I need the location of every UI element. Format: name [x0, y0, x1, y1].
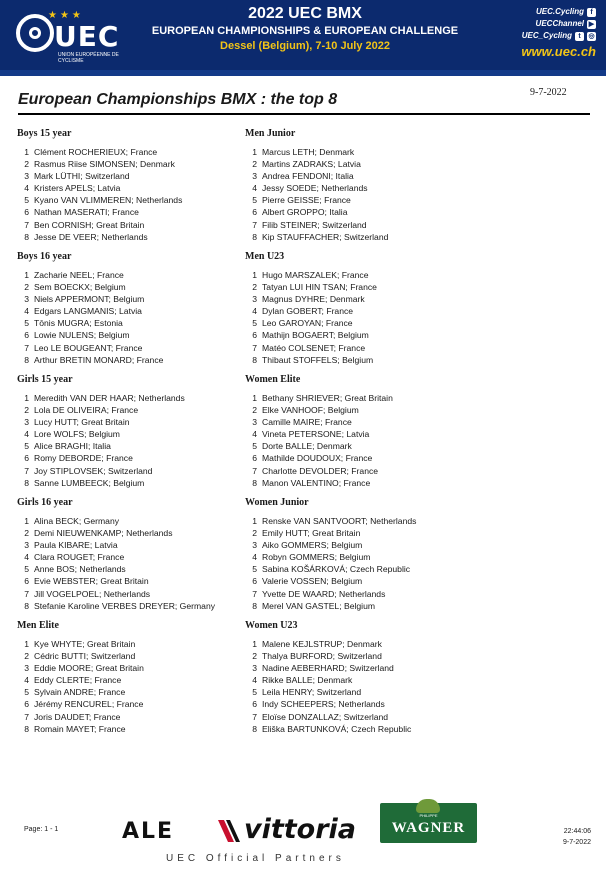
rank: 2	[252, 159, 257, 170]
rank: 8	[252, 600, 257, 611]
rider: Kye WHYTE; Great Britain	[34, 639, 136, 649]
rider: Anne BOS; Netherlands	[34, 564, 126, 575]
rider: Leila HENRY; Switzerland	[262, 687, 362, 698]
social-youtube-label: UECChannel	[535, 19, 584, 28]
rider: Renske VAN SANTVOORT; Netherlands	[262, 516, 417, 526]
rank: 6	[24, 330, 29, 341]
result-row	[245, 638, 515, 650]
social-facebook-label: UEC.Cycling	[535, 7, 584, 16]
rider: Mathijn BOGAERT; Belgium	[262, 330, 369, 341]
sponsor-ale-logo: ALE	[122, 819, 175, 844]
rider: Robyn GOMMERS; Belgium	[262, 552, 371, 563]
result-row	[245, 206, 515, 218]
sponsor-vittoria-logo: vittoria	[244, 814, 357, 845]
result-row	[245, 231, 515, 243]
rank: 2	[24, 159, 29, 170]
social-twitter-label: UEC_Cycling	[521, 31, 572, 40]
result-row	[245, 317, 515, 329]
event-info	[135, 4, 475, 54]
category-title: Women U23	[245, 620, 298, 631]
rider: Mathilde DOUDOUX; France	[262, 453, 373, 464]
rider: Elke VANHOOF; Belgium	[262, 405, 359, 416]
category-men-u23	[245, 250, 515, 373]
rider: Thibaut STOFFELS; Belgium	[262, 354, 374, 365]
stars-icon: ★★★	[48, 10, 84, 21]
rank: 1	[252, 147, 257, 157]
youtube-icon: ▶	[588, 20, 595, 28]
rider: Leo GAROYAN; France	[262, 318, 353, 329]
rank: 6	[24, 207, 29, 218]
rank: 5	[252, 318, 257, 329]
category-title: Men Elite	[17, 620, 59, 631]
rider: Nathan MASERATI; France	[34, 207, 139, 218]
category-title: Women Elite	[245, 374, 301, 385]
rider: Joris DAUDET; France	[34, 711, 121, 722]
rider: Marcus LETH; Denmark	[262, 147, 355, 157]
result-row	[245, 416, 515, 428]
rider: Manon VALENTINO; France	[262, 477, 371, 488]
rank: 7	[252, 219, 257, 230]
result-row	[245, 428, 515, 440]
logo-text: UEC	[54, 20, 120, 53]
rider: Ben CORNISH; Great Britain	[34, 219, 145, 230]
rank: 1	[24, 270, 29, 280]
category-women-junior	[245, 496, 515, 619]
rank: 7	[24, 219, 29, 230]
result-row	[245, 600, 515, 612]
facebook-icon: f	[587, 8, 596, 17]
rank: 5	[24, 564, 29, 575]
rider: Lowie NULENS; Belgium	[34, 330, 130, 341]
rider: Emily HUTT; Great Britain	[262, 528, 361, 539]
rank: 3	[24, 663, 29, 674]
rank: 2	[252, 528, 257, 539]
rider: Vineta PETERSONE; Latvia	[262, 429, 370, 440]
rider: Romy DEBORDE; France	[34, 453, 133, 464]
rider: Charlotte DEVOLDER; France	[262, 465, 379, 476]
rank: 4	[24, 429, 29, 440]
rank: 6	[24, 576, 29, 587]
rank: 4	[252, 183, 257, 194]
rank: 3	[252, 294, 257, 305]
category-title: Men U23	[245, 251, 285, 262]
category-title: Women Junior	[245, 497, 309, 508]
rider: Pierre GEISSE; France	[262, 195, 351, 206]
rank: 7	[24, 465, 29, 476]
logo-subtitle: UNION EUROPÉENNE DE CYCLISME	[58, 52, 119, 64]
rider: Eloïse DONZALLAZ; Switzerland	[262, 711, 389, 722]
rank: 2	[252, 651, 257, 662]
print-time: 22:44:06	[563, 828, 591, 835]
print-date: 9-7-2022	[562, 839, 591, 846]
rider: Leo LE BOUGEANT; France	[34, 342, 143, 353]
wagner-tagline: PHILIPPE	[419, 813, 438, 818]
rank: 8	[252, 231, 257, 242]
result-row	[245, 698, 515, 710]
rank: 7	[24, 588, 29, 599]
rank: 3	[24, 417, 29, 428]
rank: 4	[252, 306, 257, 317]
result-row	[245, 575, 515, 587]
rank: 8	[252, 354, 257, 365]
rank: 6	[252, 453, 257, 464]
rider: Lore WOLFS; Belgium	[34, 429, 120, 440]
result-row	[245, 539, 515, 551]
result-row	[245, 551, 515, 563]
rank: 1	[24, 639, 29, 649]
category-title: Men Junior	[245, 128, 296, 139]
result-row	[245, 452, 515, 464]
rank: 4	[24, 306, 29, 317]
social-twitter-instagram[interactable]	[521, 30, 596, 42]
result-row	[245, 146, 515, 158]
result-row	[245, 281, 515, 293]
rank: 5	[24, 195, 29, 206]
social-facebook[interactable]	[521, 6, 596, 18]
rank: 2	[252, 282, 257, 293]
rider: Kip STAUFFACHER; Switzerland	[262, 231, 389, 242]
rider: Eddie MOORE; Great Britain	[34, 663, 144, 674]
rider: Clément ROCHERIEUX; France	[34, 147, 158, 157]
category-men-junior	[245, 127, 515, 250]
result-row	[245, 182, 515, 194]
rank: 5	[24, 441, 29, 452]
rank: 4	[252, 552, 257, 563]
rider: Camille MAIRE; France	[262, 417, 352, 428]
rank: 2	[24, 282, 29, 293]
rider: Thalya BURFORD; Switzerland	[262, 651, 382, 662]
rider: Cédric BUTTI; Switzerland	[34, 651, 136, 662]
rider: Tatyan LUI HIN TSAN; France	[262, 282, 377, 293]
rider: Albert GROPPO; Italia	[262, 207, 348, 218]
rider: Mark LÜTHI; Switzerland	[34, 171, 130, 182]
rank: 8	[24, 600, 29, 611]
rider: Hugo MARSZALEK; France	[262, 270, 369, 280]
rider: Meredith VAN DER HAAR; Netherlands	[34, 393, 185, 403]
rank: 4	[24, 183, 29, 194]
result-row	[245, 527, 515, 539]
result-row	[245, 305, 515, 317]
result-row	[245, 515, 515, 527]
result-row	[245, 650, 515, 662]
result-row	[245, 392, 515, 404]
result-row	[245, 293, 515, 305]
rider: Matéo COLSENET; France	[262, 342, 366, 353]
rank: 8	[252, 477, 257, 488]
results-column-right	[245, 127, 515, 742]
rider: Sanne LUMBEECK; Belgium	[34, 477, 145, 488]
rank: 1	[252, 516, 257, 526]
rider: Romain MAYET; France	[34, 723, 126, 734]
rank: 5	[252, 195, 257, 206]
rider: Evie WEBSTER; Great Britain	[34, 576, 149, 587]
rank: 7	[252, 465, 257, 476]
result-row	[245, 563, 515, 575]
uec-logo	[14, 8, 134, 66]
rider: Jesse DE VEER; Netherlands	[34, 231, 148, 242]
header-banner	[0, 0, 606, 76]
instagram-icon: ◎	[588, 32, 595, 40]
rank: 3	[252, 540, 257, 551]
rider: Zacharie NEEL; France	[34, 270, 124, 280]
rank: 8	[24, 477, 29, 488]
rider: Tōnis MUGRA; Estonia	[34, 318, 123, 329]
rider: Indy SCHEEPERS; Netherlands	[262, 699, 385, 710]
rank: 7	[252, 588, 257, 599]
category-women-elite	[245, 373, 515, 496]
category-women-u23	[245, 619, 515, 742]
rank: 6	[252, 330, 257, 341]
print-timestamp	[551, 826, 591, 848]
result-row	[245, 170, 515, 182]
rank: 5	[252, 441, 257, 452]
rider: Filib STEINER; Switzerland	[262, 219, 367, 230]
rank: 1	[252, 393, 257, 403]
result-row	[245, 465, 515, 477]
rider: Edgars LANGMANIS; Latvia	[34, 306, 142, 317]
wagner-name: WAGNER	[391, 820, 466, 836]
rank: 3	[252, 663, 257, 674]
rider: Sem BOECKX; Belgium	[34, 282, 126, 293]
rank: 5	[24, 318, 29, 329]
result-row	[245, 674, 515, 686]
category-title: Boys 15 year	[17, 128, 72, 139]
rank: 3	[24, 540, 29, 551]
rider: Eliška BARTUNKOVÁ; Czech Republic	[262, 723, 412, 734]
rank: 2	[24, 651, 29, 662]
banner-stripe	[0, 70, 606, 76]
sponsor-logos	[120, 800, 490, 860]
rank: 1	[252, 270, 257, 280]
rank: 5	[252, 564, 257, 575]
result-row	[245, 662, 515, 674]
rank: 6	[252, 207, 257, 218]
rider: Malene KEJLSTRUP; Denmark	[262, 639, 382, 649]
rank: 1	[24, 147, 29, 157]
rank: 6	[252, 576, 257, 587]
event-location: Dessel (Belgium), 7-10 July 2022	[220, 40, 390, 52]
website-link[interactable]: www.uec.ch	[521, 44, 596, 59]
rider: Kristers APELS; Latvia	[34, 183, 121, 194]
rider: Arthur BRETIN MONARD; France	[34, 354, 164, 365]
rider: Lucy HUTT; Great Britain	[34, 417, 130, 428]
rank: 7	[252, 342, 257, 353]
rank: 7	[252, 711, 257, 722]
rank: 6	[24, 453, 29, 464]
rider: Joy STIPLOVSEK; Switzerland	[34, 465, 153, 476]
rider: Dylan GOBERT; France	[262, 306, 354, 317]
rank: 3	[252, 171, 257, 182]
category-title: Boys 16 year	[17, 251, 72, 262]
rank: 8	[24, 231, 29, 242]
event-title: 2022 UEC BMX	[248, 5, 362, 22]
rider: Niels APPERMONT; Belgium	[34, 294, 145, 305]
sponsor-wagner-logo	[380, 803, 477, 843]
rider: Sabina KOŠÁRKOVÁ; Czech Republic	[262, 564, 411, 575]
result-row	[245, 354, 515, 366]
rider: Yvette DE WAARD; Netherlands	[262, 588, 386, 599]
rider: Kyano VAN VLIMMEREN; Netherlands	[34, 195, 183, 206]
rank: 2	[24, 528, 29, 539]
result-row	[245, 711, 515, 723]
rider: Paula KIBARE; Latvia	[34, 540, 118, 551]
rank: 2	[24, 405, 29, 416]
rider: Martins ZADRAKS; Latvia	[262, 159, 361, 170]
rider: Alice BRAGHI; Italia	[34, 441, 111, 452]
rank: 3	[24, 171, 29, 182]
rider: Bethany SHRIEVER; Great Britain	[262, 393, 393, 403]
rank: 3	[252, 417, 257, 428]
rank: 4	[24, 675, 29, 686]
rank: 6	[24, 699, 29, 710]
rank: 5	[24, 687, 29, 698]
category-title: Girls 16 year	[17, 497, 73, 508]
document-title: European Championships BMX : the top 8	[18, 91, 338, 108]
document-date: 9-7-2022	[530, 87, 567, 98]
rank: 7	[24, 342, 29, 353]
rank: 2	[252, 405, 257, 416]
result-row	[245, 329, 515, 341]
result-row	[245, 723, 515, 735]
rank: 1	[24, 516, 29, 526]
rider: Aiko GOMMERS; Belgium	[262, 540, 363, 551]
rider: Jérémy RENCUREL; France	[34, 699, 144, 710]
rider: Stefanie Karoline VERBES DREYER; Germany	[34, 600, 216, 611]
rank: 4	[24, 552, 29, 563]
rank: 7	[24, 711, 29, 722]
result-row	[245, 269, 515, 281]
social-links	[521, 6, 596, 60]
category-title: Girls 15 year	[17, 374, 73, 385]
rider: Sylvain ANDRE; France	[34, 687, 126, 698]
rider: Valerie VOSSEN; Belgium	[262, 576, 363, 587]
tree-icon	[416, 799, 440, 813]
social-youtube[interactable]	[521, 18, 596, 30]
rider: Demi NIEUWENKAMP; Netherlands	[34, 528, 173, 539]
result-row	[245, 686, 515, 698]
rank: 8	[24, 354, 29, 365]
rank: 4	[252, 429, 257, 440]
event-subtitle: EUROPEAN CHAMPIONSHIPS & EUROPEAN CHALLENGE	[151, 25, 459, 37]
rider: Rasmus Riise SIMONSEN; Denmark	[34, 159, 175, 170]
result-row	[245, 194, 515, 206]
partners-caption: UEC Official Partners	[166, 853, 345, 864]
rider: Jill VOGELPOEL; Netherlands	[34, 588, 151, 599]
result-row	[245, 219, 515, 231]
rider: Rikke BALLE; Denmark	[262, 675, 353, 686]
rider: Magnus DYHRE; Denmark	[262, 294, 365, 305]
page-label: Page: 1 - 1	[24, 826, 59, 833]
result-row	[245, 342, 515, 354]
rank: 5	[252, 687, 257, 698]
rider: Clara ROUGET; France	[34, 552, 125, 563]
rider: Jessy SOEDE; Netherlands	[262, 183, 368, 194]
rider: Nadine AEBERHARD; Switzerland	[262, 663, 394, 674]
rank: 8	[252, 723, 257, 734]
rider: Andrea FENDONI; Italia	[262, 171, 354, 182]
rank: 1	[252, 639, 257, 649]
result-row	[245, 158, 515, 170]
rider: Dorte BALLE; Denmark	[262, 441, 352, 452]
result-row	[245, 404, 515, 416]
twitter-icon: t	[575, 32, 584, 41]
rank: 8	[24, 723, 29, 734]
rank: 3	[24, 294, 29, 305]
result-row	[245, 477, 515, 489]
rider: Merel VAN GASTEL; Belgium	[262, 600, 376, 611]
rider: Alina BECK; Germany	[34, 516, 120, 526]
rider: Lola DE OLIVEIRA; France	[34, 405, 139, 416]
rider: Eddy CLERTE; France	[34, 675, 122, 686]
result-row	[245, 588, 515, 600]
rank: 4	[252, 675, 257, 686]
title-divider	[18, 113, 590, 115]
rank: 6	[252, 699, 257, 710]
result-row	[245, 440, 515, 452]
rank: 1	[24, 393, 29, 403]
